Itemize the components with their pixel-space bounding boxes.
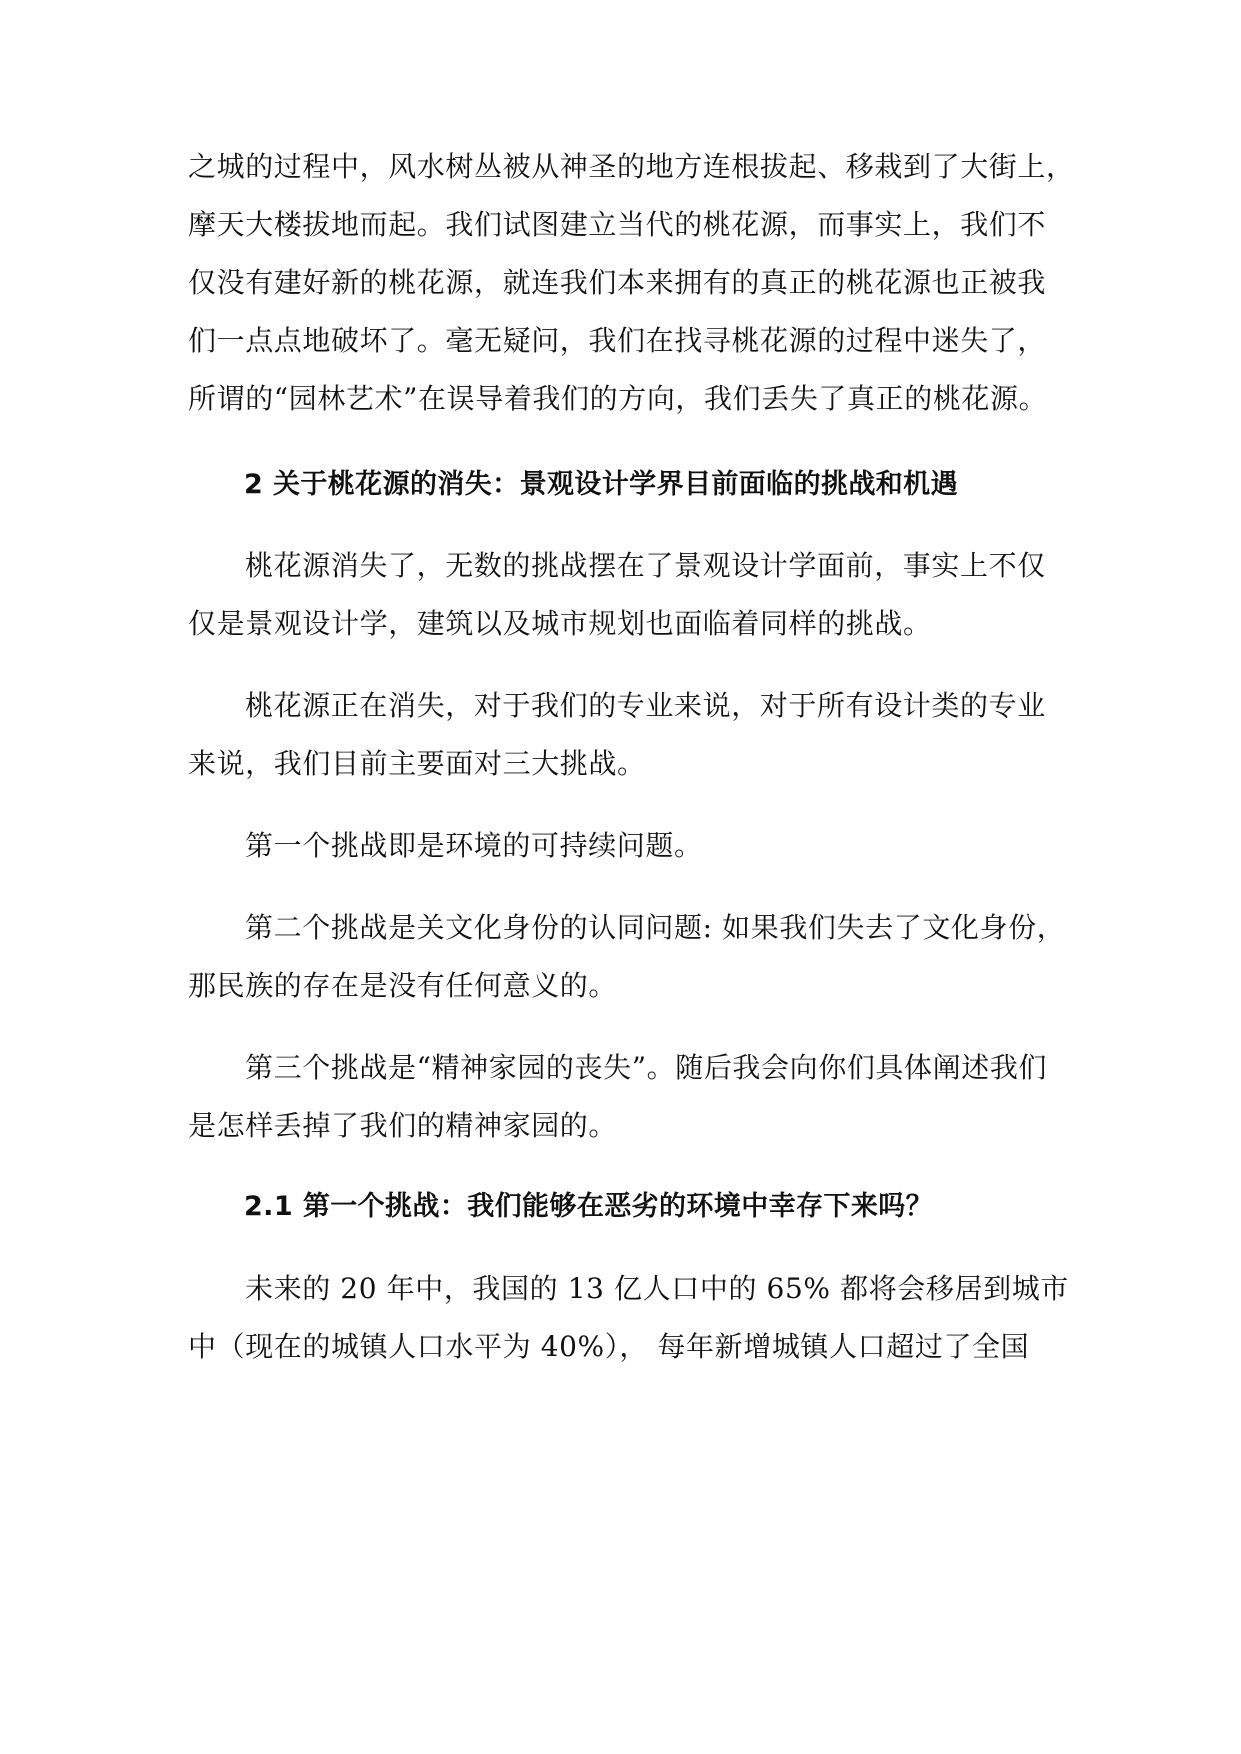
paragraph-line: 仅是景观设计学，建筑以及城市规划也面临着同样的挑战。 [188, 607, 932, 640]
subsection-heading: 2.1 第一个挑战：我们能够在恶劣的环境中幸存下来吗？ [244, 1191, 934, 1222]
paragraph-line: 第一个挑战即是环境的可持续问题。 [245, 829, 703, 862]
paragraph-line: 第二个挑战是关文化身份的认同问题: 如果我们失去了文化身份， [245, 911, 1066, 944]
paragraph-line: 中（现在的城镇人口水平为 40%）， 每年新增城镇人口超过了全国 [188, 1330, 1030, 1363]
paragraph-line: 仅没有建好新的桃花源，就连我们本来拥有的真正的桃花源也正被我 [188, 266, 1047, 299]
paragraph-line: 之城的过程中，风水树丛被从神圣的地方连根拔起、移栽到了大街上， [188, 150, 1075, 183]
paragraph-line: 们一点点地破坏了。毫无疑问，我们在找寻桃花源的过程中迷失了， [188, 324, 1047, 357]
paragraph-line: 未来的 20 年中，我国的 13 亿人口中的 65% 都将会移居到城市 [245, 1272, 1069, 1305]
section-heading: 2 关于桃花源的消失：景观设计学界目前面临的挑战和机遇 [244, 469, 958, 500]
paragraph-line: 那民族的存在是没有任何意义的。 [188, 969, 618, 1002]
paragraph-line: 来说，我们目前主要面对三大挑战。 [188, 747, 646, 780]
paragraph-line: 第三个挑战是“精神家园的丧失”。随后我会向你们具体阐述我们 [245, 1051, 1048, 1084]
paragraph-line: 所谓的“园林艺术”在误导着我们的方向，我们丢失了真正的桃花源。 [188, 382, 1048, 415]
paragraph-line: 摩天大楼拔地而起。我们试图建立当代的桃花源，而事实上，我们不 [188, 208, 1047, 241]
paragraph-line: 桃花源消失了，无数的挑战摆在了景观设计学面前，事实上不仅 [245, 549, 1046, 582]
paragraph-line: 桃花源正在消失，对于我们的专业来说，对于所有设计类的专业 [245, 689, 1046, 722]
paragraph-line: 是怎样丢掉了我们的精神家园的。 [188, 1109, 618, 1142]
